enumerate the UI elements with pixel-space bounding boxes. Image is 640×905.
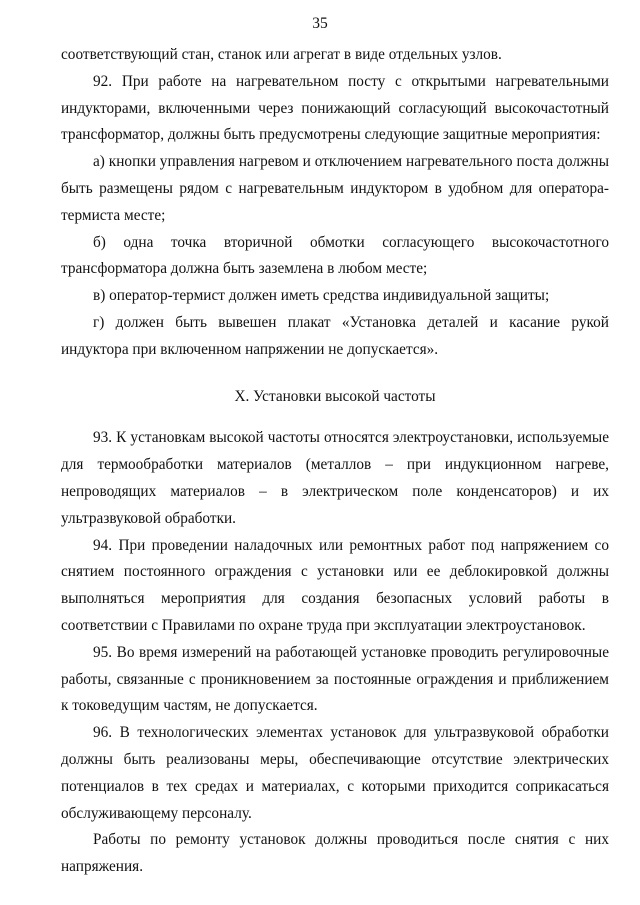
page-number: 35 (312, 15, 328, 32)
paragraph-92: 92. При работе на нагревательном посту с открытыми нагревательными индукторами, включенными через понижающий согласующий высокочастотный трансформатор, должны быть предусмотрены следующие защитные мероприятия: (61, 72, 609, 144)
paragraph-continuation: соответствующий стан, станок или агрегат в виде отдельных узлов. (61, 46, 502, 63)
list-item-92-g: г) должен быть вывешен плакат «Установка деталей и касание рукой индуктора при включенном напряжении не допускается». (61, 313, 609, 358)
paragraph-95: 95. Во время измерений на работающей установке проводить регулировочные работы, связанные с проникновением за постоянные ограждения и приближением к токоведущим частям, не допускается. (61, 643, 609, 715)
paragraph-96-continuation: Работы по ремонту установок должны проводиться после снятия с них напряжения. (61, 831, 609, 876)
paragraph-96: 96. В технологических элементах установок для ультразвуковой обработки должны быть реализованы меры, обеспечивающие отсутствие электрических потенциалов в тех средах и материалах, с которыми приходится соприкасаться обслуживающему персоналу. (61, 724, 609, 822)
list-item-92-v: в) оператор-термист должен иметь средства индивидуальной защиты; (93, 287, 550, 305)
section-heading: X. Установки высокой частоты (234, 387, 436, 405)
list-item-92-a: а) кнопки управления нагревом и отключением нагревательного поста должны быть размещены рядом с нагревательным индуктором в удобном для оператора-термиста месте; (61, 153, 609, 224)
document-body (61, 42, 609, 881)
paragraph-94: 94. При проведении наладочных или ремонтных работ под напряжением со снятием постоянного ограждения с установки или ее деблокировкой должны выполняться мероприятия для создания безопасных условий работы в соответствии с Правилами по охране труда при эксплуатации электроустановок. (61, 536, 609, 634)
list-item-92-b: б) одна точка вторичной обмотки согласующего высокочастотного трансформатора должна быть заземлена в любом месте; (61, 233, 609, 278)
paragraph-93: 93. К установкам высокой частоты относятся электроустановки, используемые для термообработки материалов (металлов – при индукционном нагреве, непроводящих материалов – в электрическом поле конденсаторов) и их ультразвуковой обработки. (61, 429, 609, 527)
